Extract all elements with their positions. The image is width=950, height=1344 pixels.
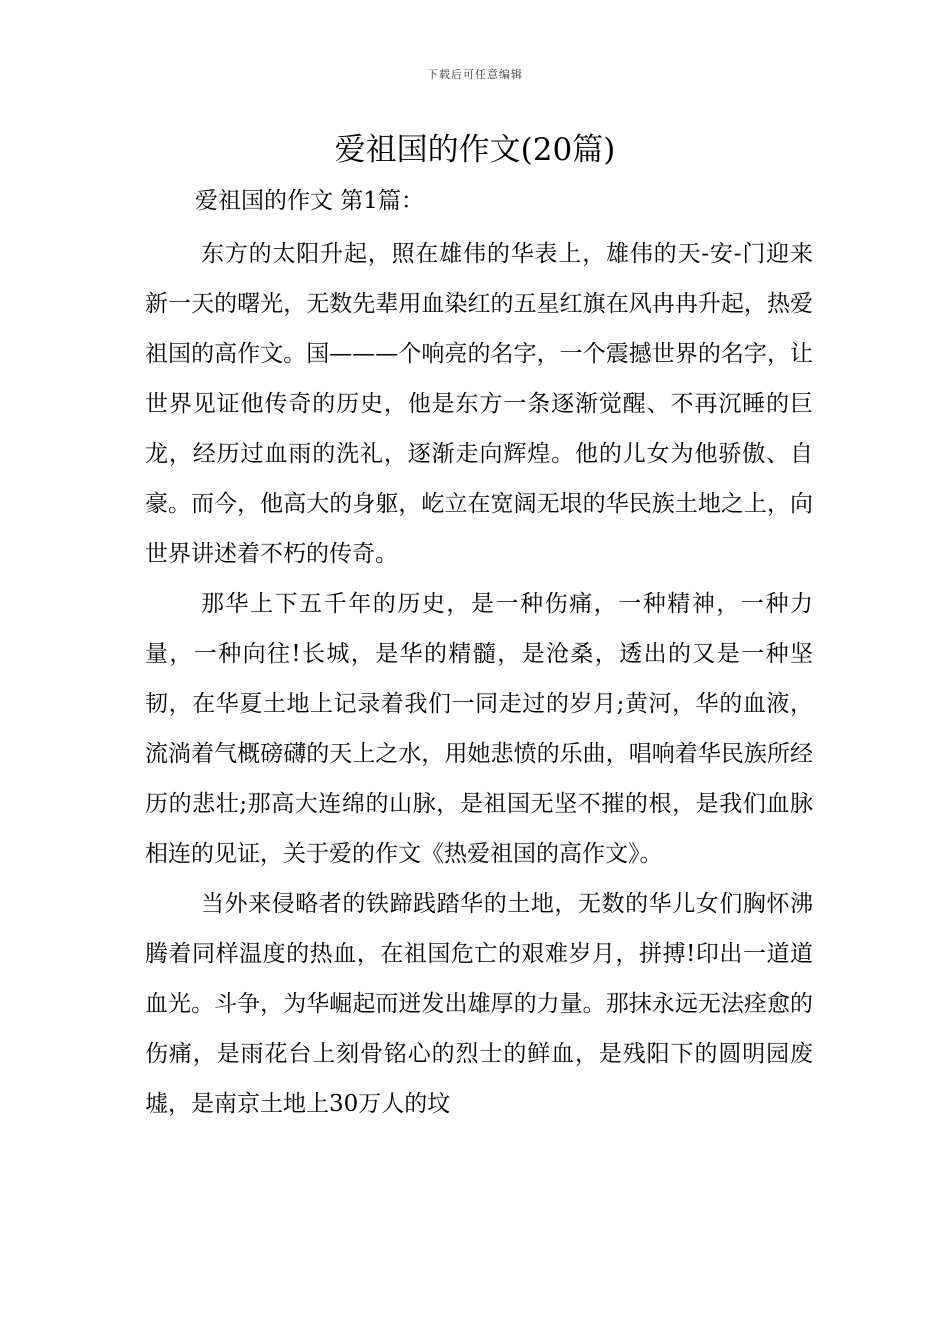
document-title: 爱祖国的作文(20篇): [334, 132, 616, 168]
document-body: [145, 178, 813, 1129]
paragraph-3: 当外来侵略者的铁蹄践踏华的土地，无数的华儿女们胸怀沸腾着同样温度的热血，在祖国危亡的艰难岁月，拼搏!印出一道道血光。斗争，为华崛起而迸发出雄厚的力量。那抹永远无法痊愈的伤痛，是雨花台上刻骨铭心的烈士的鲜血，是残阳下的圆明园废墟，是南京土地上30万人的坟: [145, 891, 813, 1117]
paragraph-1: 东方的太阳升起，照在雄伟的华表上，雄伟的天-安-门迎来新一天的曙光，无数先辈用血染红的五星红旗在风冉冉升起，热爱祖国的高作文。国———个响亮的名字，一个震撼世界的名字，让世界见证他传奇的历史，他是东方一条逐渐觉醒、不再沉睡的巨龙，经历过血雨的洗礼，逐渐走向辉煌。他的儿女为他骄傲、自豪。而今，他高大的身躯，屹立在宽阔无垠的华民族土地之上，向世界讲述着不朽的传奇。: [145, 241, 813, 567]
section-subtitle: 爱祖国的作文 第1篇：: [195, 188, 424, 214]
header-note: 下载后可任意编辑: [427, 68, 523, 81]
paragraph-2: 那华上下五千年的历史，是一种伤痛，一种精神，一种力量，一种向往!长城，是华的精髓，是沧桑，透出的又是一种坚韧，在华夏土地上记录着我们一同走过的岁月;黄河，华的血液，流淌着气概磅礴的天上之水，用她悲愤的乐曲，唱响着华民族所经历的悲壮;那高大连绵的山脉，是祖国无坚不摧的根，是我们血脉相连的见证，关于爱的作文《热爱祖国的高作文》。: [145, 591, 813, 867]
